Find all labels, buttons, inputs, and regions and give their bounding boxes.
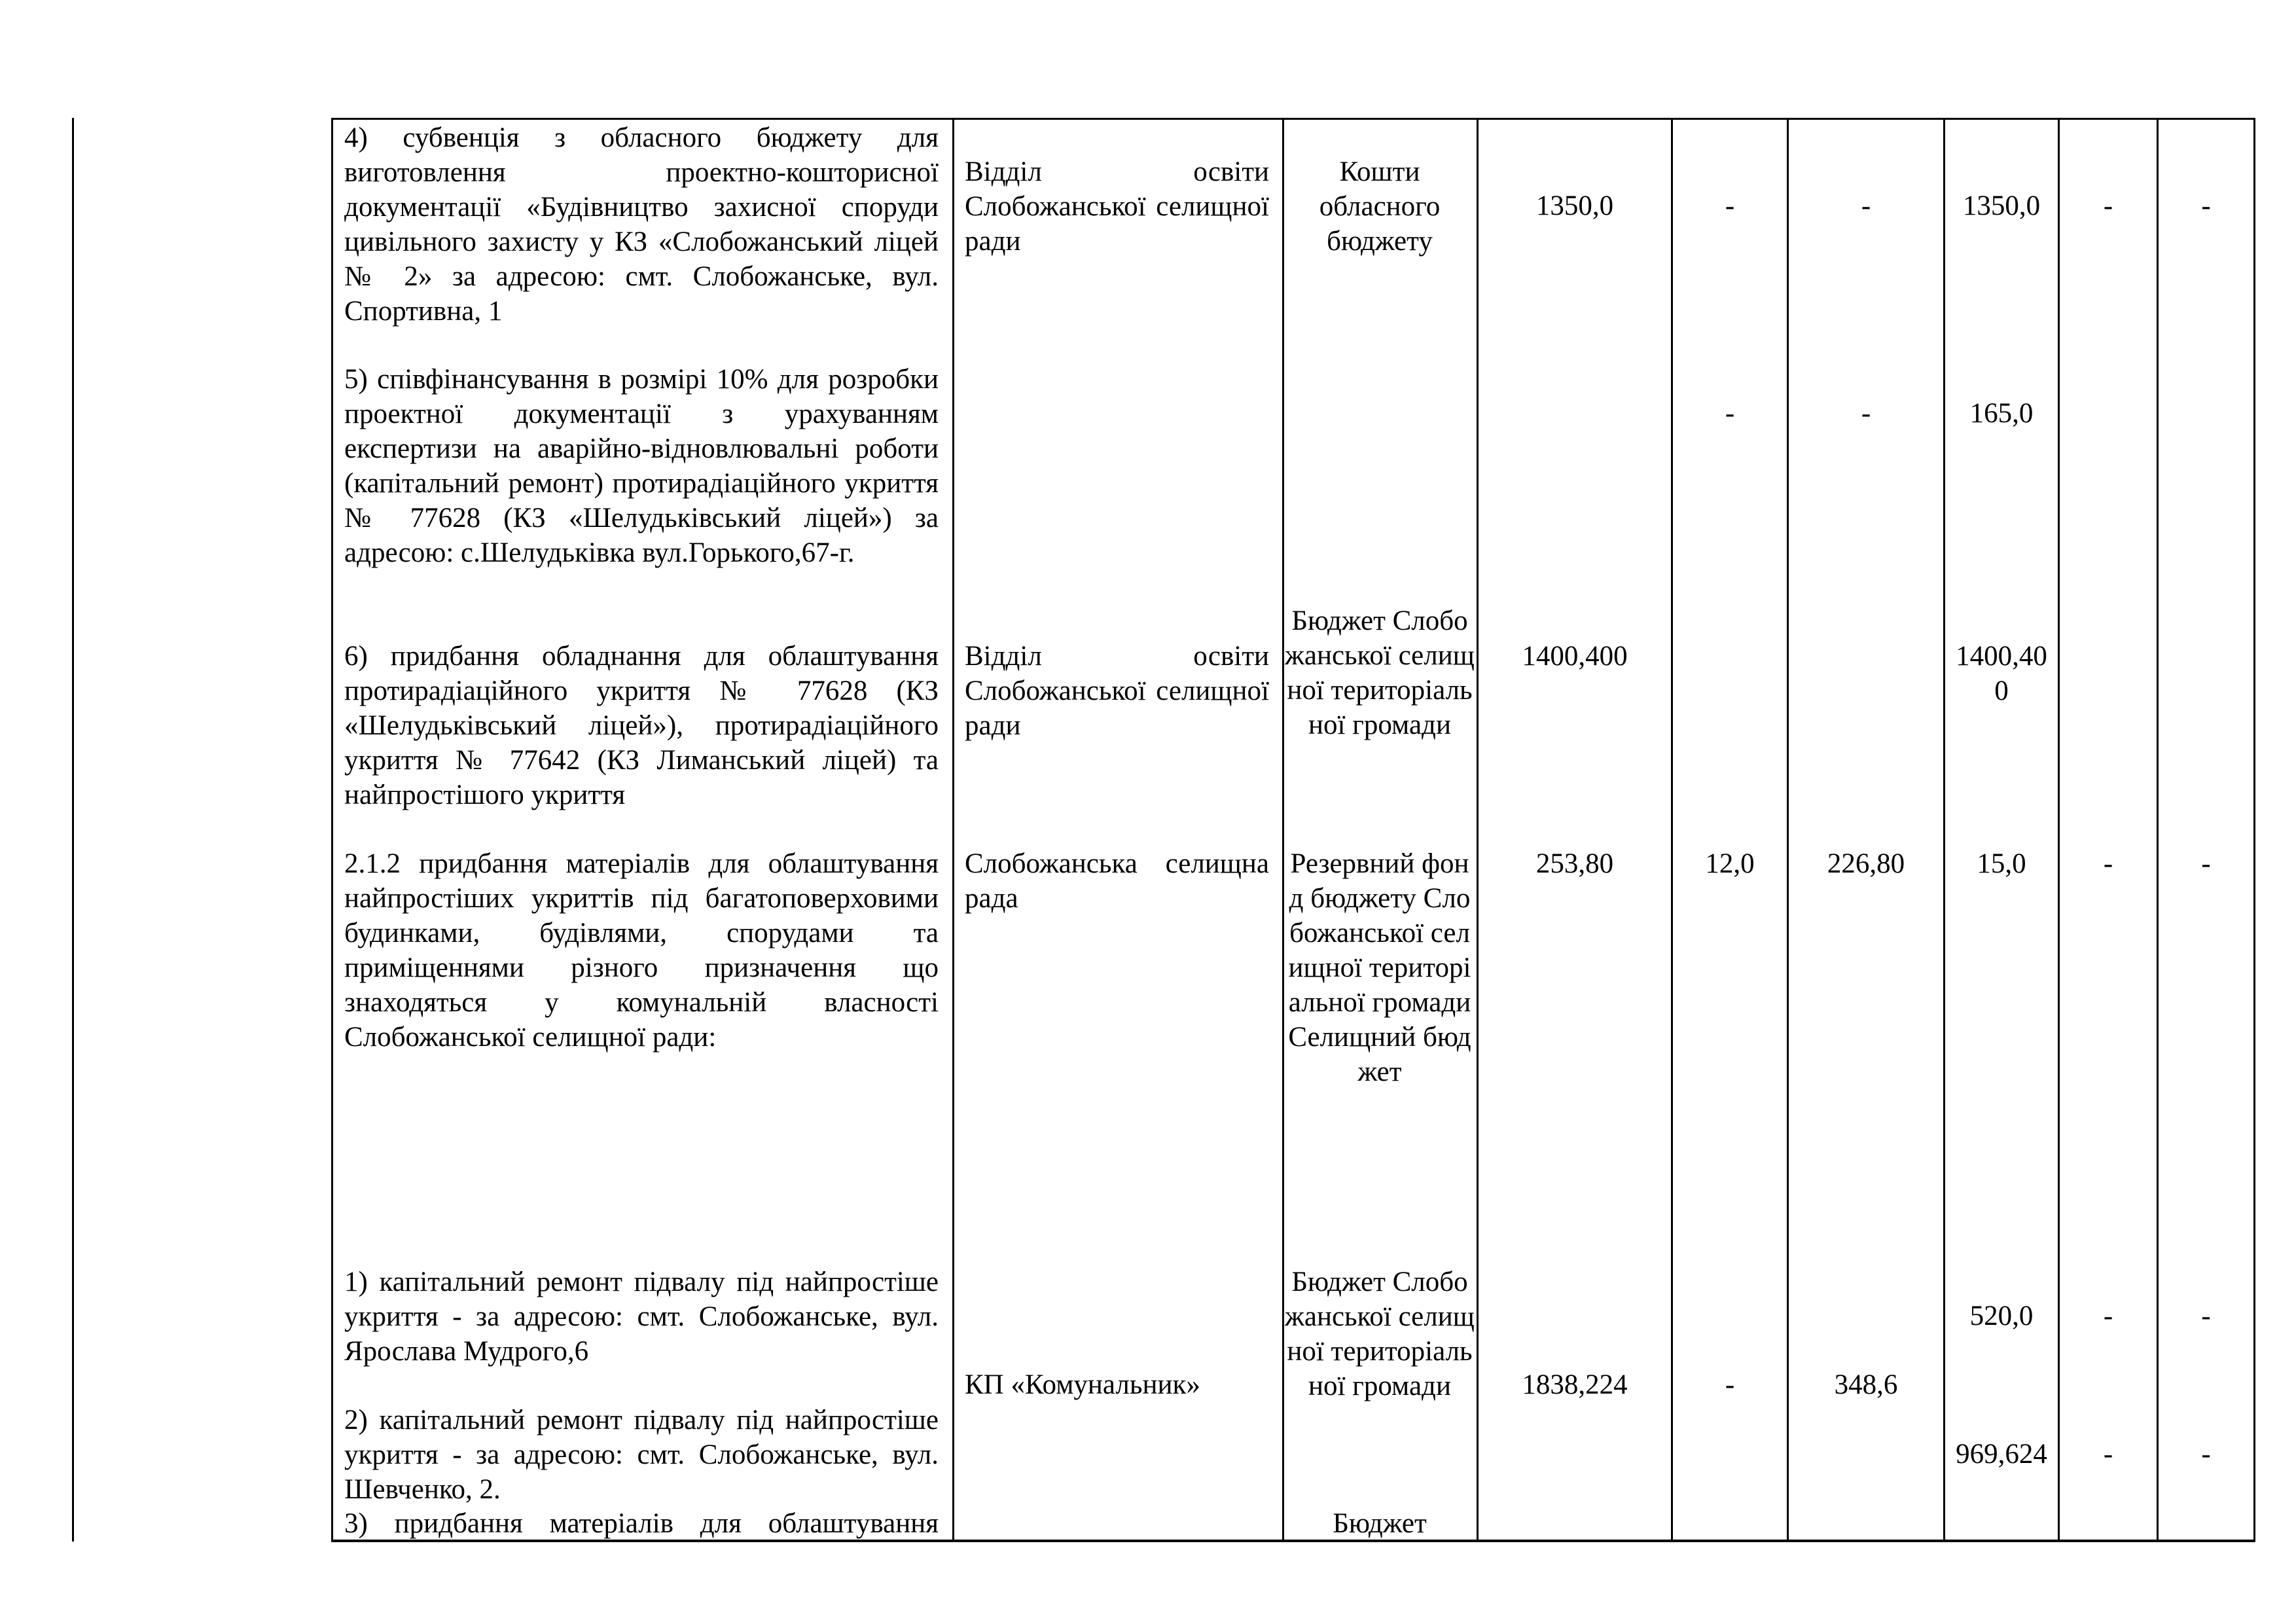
year3-amount: 1350,0 (1962, 190, 2041, 221)
year3-amount: 15,0 (1977, 848, 2026, 879)
col-divider (952, 118, 954, 1542)
total-amount: 1838,224 (1522, 1369, 1628, 1400)
measure-text: 4) субвенція з обласного бюджету для виготовлення проектно-кошторисної документації «Будівництво захисної споруди цивільного захисту у КЗ «Слобожанський ліцей № 2» за адресою: смт. Слобожанське, вул. Спортивна, 1 (344, 122, 939, 327)
year3-amount: 520,0 (1969, 1301, 2034, 1331)
funding-source: Бюджет (1333, 1508, 1427, 1539)
executor: КП «Комунальник» (965, 1369, 1200, 1400)
year5-amount: - (2201, 848, 2211, 879)
col-divider (331, 118, 333, 1542)
year1-amount: - (1725, 1369, 1735, 1400)
measure-text: 2) капітальний ремонт підвалу під найпростіше укриття - за адресою: смт. Слобожанське, вул. Шевченко, 2. (344, 1405, 939, 1505)
col-divider (1787, 118, 1789, 1542)
measure-text: 2.1.2 придбання матеріалів для облаштування найпростіших укриттів під багатоповерховими будинками, будівлями, спорудами та приміщеннями різного призначення що знаходяться у комунальній власності Слобожанської селищної ради: (344, 848, 939, 1053)
funding-source: Резервний фонд бюджету Слобожанської селищної територіальної громади Селищний бюджет (1288, 848, 1471, 1087)
total-amount: 1400,400 (1522, 641, 1628, 672)
year3-amount: 1400,400 (1956, 641, 2047, 706)
year3-amount: 165,0 (1969, 398, 2034, 429)
year3-amount: 969,624 (1956, 1439, 2047, 1470)
year4-amount: - (2103, 848, 2113, 879)
executor: Слобожанська селищна рада (965, 848, 1269, 914)
total-amount: 1350,0 (1535, 190, 1614, 221)
measure-text: 1) капітальний ремонт підвалу під найпростіше укриття - за адресою: смт. Слобожанське, вул. Ярослава Мудрого,6 (344, 1267, 939, 1367)
measure-text: 6) придбання обладнання для облаштування протирадіаційного укриття № 77628 (КЗ «Шелудьківський ліцей»), протирадіаційного укриття № 77642 (КЗ Лиманський ліцей) та найпростішого укриття (344, 641, 939, 810)
year1-amount: 12,0 (1705, 848, 1755, 879)
funding-source: Бюджет Слобожанської селищної територіальної громади (1285, 1267, 1475, 1401)
year2-amount: 226,80 (1827, 848, 1905, 879)
executor: Відділ освіти Слобожанської селищної ради (965, 641, 1269, 741)
measure-text: 3) придбання матеріалів для облаштування (344, 1508, 939, 1539)
executor: Відділ освіти Слобожанської селищної ради (965, 156, 1269, 257)
funding-source: Бюджет Слобожанської селищної територіальної громади (1285, 605, 1475, 740)
year2-amount: - (1861, 398, 1871, 429)
year5-amount: - (2201, 1301, 2211, 1331)
year4-amount: - (2103, 1439, 2113, 1470)
year5-amount: - (2201, 190, 2211, 221)
measure-text: 5) співфінансування в розмірі 10% для розробки проектної документації з урахуванням експертизи на аварійно-відновлювальні роботи (капітальний ремонт) протирадіаційного укриття № 77628 (КЗ «Шелудьківський ліцей») за адресою: с.Шелудьківка вул.Горького,67-г. (344, 364, 939, 568)
year1-amount: - (1725, 398, 1735, 429)
year2-amount: - (1861, 190, 1871, 221)
year1-amount: - (1725, 190, 1735, 221)
col-divider (2253, 118, 2255, 1542)
total-amount: 253,80 (1535, 848, 1614, 879)
year5-amount: - (2201, 1439, 2211, 1470)
year4-amount: - (2103, 1301, 2113, 1331)
table-border-top (331, 118, 2255, 120)
funding-source: Кошти обласного бюджету (1319, 156, 1441, 257)
margin-line (72, 118, 74, 1542)
year4-amount: - (2103, 190, 2113, 221)
col-divider (1671, 118, 1673, 1542)
year2-amount: 348,6 (1834, 1369, 1898, 1400)
col-divider (1477, 118, 1479, 1542)
